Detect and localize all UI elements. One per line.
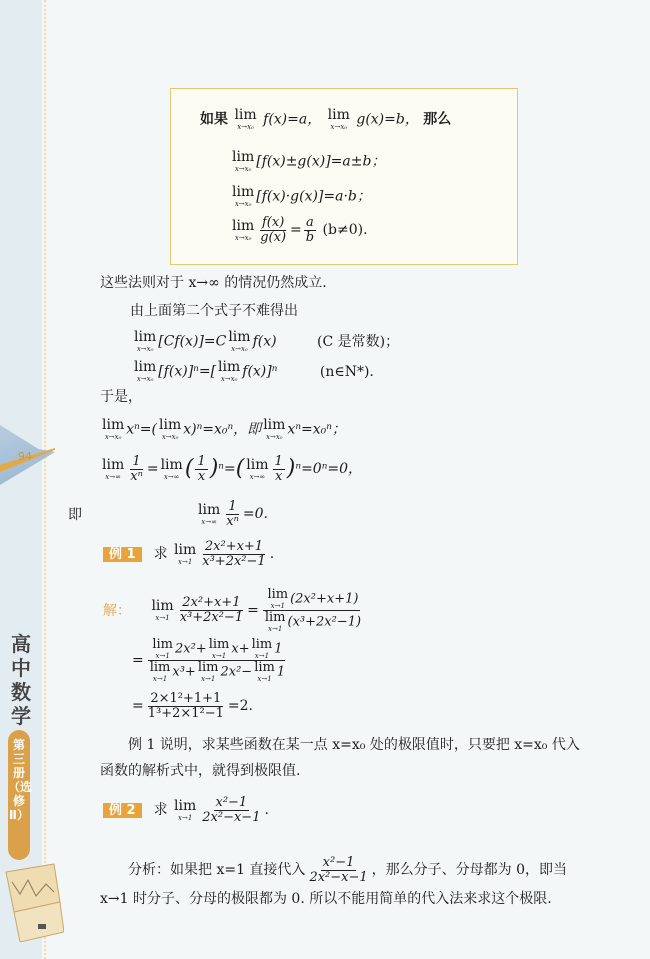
fraction bbox=[200, 796, 262, 824]
text: 1 bbox=[276, 664, 286, 680]
num: 1 bbox=[197, 454, 206, 469]
lim-word: lim bbox=[174, 541, 197, 558]
num: x²−1 bbox=[322, 855, 355, 870]
text: [Cf(x)]=C bbox=[158, 333, 227, 350]
lim-sub: x→x₀ bbox=[266, 433, 283, 441]
fraction bbox=[261, 588, 363, 633]
formula-const bbox=[132, 330, 399, 353]
formula-reciprocal bbox=[100, 455, 362, 483]
lim-word: lim bbox=[134, 359, 157, 375]
lim bbox=[218, 360, 240, 383]
text: ，那么分子、分母都为 0，即当 bbox=[371, 862, 567, 879]
text: (b≠0). bbox=[322, 222, 368, 239]
solution-line-3 bbox=[132, 692, 253, 720]
lim bbox=[159, 418, 181, 441]
example-badge: 例 1 bbox=[103, 547, 142, 562]
lim-word: lim bbox=[134, 329, 157, 345]
lim bbox=[174, 799, 196, 822]
lim-word: lim bbox=[160, 456, 183, 473]
solution-line-2 bbox=[132, 638, 289, 683]
lim-sub: x→x₀ bbox=[136, 375, 154, 383]
lim-word: lim bbox=[232, 184, 255, 200]
den: 2x²−x−1 bbox=[309, 869, 368, 885]
formula-power bbox=[132, 360, 374, 383]
analysis-line-1 bbox=[128, 856, 567, 884]
den: 2x²−x−1 bbox=[202, 809, 261, 825]
rule-product bbox=[230, 185, 371, 208]
text: . bbox=[264, 802, 269, 819]
text: xⁿ=x₀ⁿ； bbox=[287, 421, 346, 438]
text: (x³+2x²−1) bbox=[287, 614, 362, 630]
lim bbox=[267, 588, 288, 610]
lim-word: lim bbox=[234, 107, 257, 123]
laptop-illustration-icon bbox=[2, 862, 64, 942]
den: xⁿ bbox=[130, 468, 143, 484]
num bbox=[263, 588, 360, 611]
text: 分析：如果把 x=1 直接代入 bbox=[128, 862, 306, 879]
text: = bbox=[132, 652, 144, 669]
fraction bbox=[273, 455, 285, 483]
den: g(x) bbox=[260, 229, 287, 245]
lim bbox=[150, 661, 171, 683]
lim-sub: x→1 bbox=[257, 675, 272, 683]
fraction bbox=[146, 692, 226, 720]
rule-quotient bbox=[230, 216, 368, 244]
text: = bbox=[247, 602, 259, 619]
solution-line-1 bbox=[103, 588, 365, 633]
rules-intro bbox=[200, 108, 451, 131]
lim-word: lim bbox=[263, 417, 286, 433]
lim-word: lim bbox=[159, 417, 182, 433]
den: x³+2x²−1 bbox=[202, 553, 266, 569]
lim-word: lim bbox=[264, 610, 286, 625]
num: 2x²+x+1 bbox=[182, 595, 241, 611]
fraction bbox=[195, 455, 207, 483]
fraction bbox=[200, 540, 267, 568]
text: 1 bbox=[274, 641, 283, 657]
num: 1 bbox=[132, 454, 141, 469]
text: f(x)=a， bbox=[263, 111, 322, 128]
num: a bbox=[306, 215, 314, 230]
text: [f(x)]ⁿ=[ bbox=[158, 363, 217, 380]
lim-word: lim bbox=[327, 107, 350, 123]
formula-result bbox=[196, 500, 268, 528]
text: x³+ bbox=[172, 664, 196, 680]
lim-sub: x→1 bbox=[155, 652, 170, 660]
lim-word: lim bbox=[102, 456, 125, 473]
num: 1 bbox=[228, 499, 237, 514]
lim-sub: x→x₀ bbox=[234, 165, 252, 173]
lim bbox=[254, 661, 275, 683]
lim bbox=[265, 611, 286, 633]
lim-word: lim bbox=[151, 598, 174, 614]
lim-sub: x→∞ bbox=[201, 517, 217, 526]
fraction bbox=[307, 856, 369, 884]
text: ⁿ=0ⁿ=0， bbox=[295, 461, 363, 478]
lim-word: lim bbox=[228, 329, 251, 345]
paragraph: 由上面第二个式子不难得出 bbox=[130, 303, 298, 319]
lim bbox=[328, 108, 350, 131]
text: x+ bbox=[231, 641, 250, 657]
lim-sub: x→1 bbox=[178, 557, 193, 566]
num: 2×1²+1+1 bbox=[150, 691, 222, 706]
lim bbox=[263, 418, 285, 441]
den: x bbox=[274, 468, 283, 484]
den: x³+2x²−1 bbox=[179, 610, 244, 625]
text: 求 bbox=[153, 546, 168, 563]
text: = bbox=[290, 222, 302, 239]
text: = bbox=[146, 461, 159, 478]
lim-word: lim bbox=[152, 637, 173, 652]
book-title: 高中数学 bbox=[11, 632, 31, 728]
text: 那么 bbox=[423, 111, 452, 128]
solution-label: 解： bbox=[103, 602, 131, 619]
lim-sub: x→x₀ bbox=[234, 233, 252, 242]
num: 2x²+x+1 bbox=[204, 539, 264, 554]
paren: ) bbox=[209, 456, 219, 482]
example-1 bbox=[103, 540, 274, 568]
text: f(x) bbox=[252, 333, 277, 350]
example-badge: 例 2 bbox=[103, 803, 142, 818]
page-number: 94 bbox=[18, 450, 32, 463]
dotted-divider bbox=[44, 0, 46, 959]
lim-word: lim bbox=[174, 797, 197, 814]
lim bbox=[151, 599, 173, 622]
text: =2. bbox=[227, 698, 254, 715]
lim-word: lim bbox=[102, 417, 125, 433]
fraction bbox=[224, 500, 241, 528]
paren: ( bbox=[184, 456, 194, 482]
lim-sub: x→1 bbox=[152, 675, 168, 683]
lim bbox=[232, 150, 254, 173]
lim-sub: x→x₀ bbox=[220, 375, 238, 383]
text: f(x)]ⁿ bbox=[242, 363, 278, 380]
paragraph: 即 bbox=[68, 507, 82, 523]
lim-word: lim bbox=[198, 501, 221, 518]
text: 如果 bbox=[200, 111, 228, 128]
lim-word: lim bbox=[251, 637, 273, 652]
text: x)ⁿ=x₀ⁿ，即 bbox=[183, 421, 262, 438]
text: 求 bbox=[153, 802, 168, 819]
lim bbox=[232, 185, 254, 208]
lim bbox=[232, 219, 254, 242]
lim bbox=[252, 638, 273, 660]
lim-word: lim bbox=[232, 149, 255, 165]
lim bbox=[198, 503, 220, 526]
text: (2x²+x+1) bbox=[290, 591, 359, 607]
lim bbox=[134, 360, 156, 383]
lim-sub: x→∞ bbox=[249, 472, 266, 481]
text: = bbox=[132, 698, 144, 715]
lim-word: lim bbox=[267, 587, 289, 602]
paren: ) bbox=[286, 456, 296, 482]
lim-sub: x→x₀ bbox=[161, 433, 179, 441]
lim-sub: x→x₀ bbox=[136, 345, 154, 353]
text: 2x²+ bbox=[174, 641, 207, 657]
lim-sub: x→∞ bbox=[105, 472, 121, 481]
den bbox=[146, 661, 287, 683]
lim bbox=[152, 638, 173, 660]
text: [f(x)·g(x)]=a·b； bbox=[256, 188, 371, 205]
lim-sub: x→1 bbox=[201, 675, 216, 683]
text: g(x)=b， bbox=[356, 111, 419, 128]
num: x²−1 bbox=[215, 795, 248, 810]
fraction bbox=[304, 216, 316, 244]
lim-sub: x→1 bbox=[211, 652, 227, 660]
lim-word: lim bbox=[246, 456, 269, 473]
lim bbox=[228, 330, 250, 353]
lim-sub: x→x₀ bbox=[104, 433, 122, 441]
formula-xn bbox=[100, 418, 346, 441]
lim-sub: x→x₀ bbox=[231, 345, 248, 353]
paragraph: x→1 时分子、分母的极限都为 0. 所以不能用简单的代入法来求这个极限. bbox=[100, 891, 552, 907]
lim bbox=[246, 458, 268, 481]
paragraph: 于是， bbox=[100, 389, 142, 405]
lim bbox=[134, 330, 156, 353]
num: f(x) bbox=[261, 215, 285, 230]
lim-word: lim bbox=[149, 660, 171, 675]
lim-word: lim bbox=[254, 660, 275, 675]
lim-word: lim bbox=[232, 217, 255, 234]
den: 1³+2×1²−1 bbox=[147, 705, 224, 721]
lim-sub: x→x₀ bbox=[237, 123, 254, 131]
lim-sub: x→1 bbox=[268, 625, 283, 633]
lim-sub: x→x₀ bbox=[234, 200, 252, 208]
lim-word: lim bbox=[218, 359, 241, 375]
fraction bbox=[178, 596, 245, 624]
lim bbox=[209, 638, 230, 660]
lim-sub: x→1 bbox=[155, 614, 170, 622]
lim-sub: x→∞ bbox=[163, 472, 180, 481]
lim bbox=[198, 661, 219, 683]
lim-sub: x→x₀ bbox=[330, 123, 348, 131]
lim bbox=[234, 108, 256, 131]
fraction bbox=[128, 455, 145, 483]
rule-sum bbox=[230, 150, 385, 173]
lim bbox=[161, 458, 183, 481]
lim-sub: x→1 bbox=[270, 602, 285, 610]
fraction bbox=[146, 638, 287, 683]
text: ⁿ= bbox=[218, 461, 236, 478]
text: 2x²− bbox=[220, 664, 253, 680]
lim-word: lim bbox=[208, 637, 230, 652]
text: . bbox=[269, 546, 275, 563]
paragraph: 例 1 说明，求某些函数在某一点 x=x₀ 处的极限值时，只要把 x=x₀ 代入 bbox=[128, 737, 580, 753]
text: (C 是常数)； bbox=[317, 333, 400, 350]
paragraph: 函数的解析式中，就得到极限值. bbox=[100, 763, 301, 779]
text: [f(x)±g(x)]=a±b； bbox=[256, 153, 386, 170]
lim-sub: x→1 bbox=[254, 652, 270, 660]
example-2 bbox=[103, 796, 269, 824]
paragraph: 这些法则对于 x→∞ 的情况仍然成立. bbox=[100, 275, 327, 291]
den bbox=[261, 611, 363, 633]
lim bbox=[102, 458, 124, 481]
text: (n∈N*). bbox=[319, 363, 374, 380]
lim-word: lim bbox=[197, 660, 219, 675]
lim bbox=[174, 543, 196, 566]
fraction bbox=[258, 216, 288, 244]
num bbox=[148, 638, 284, 661]
volume-badge: 第三册（选修Ⅱ） bbox=[8, 730, 30, 860]
den: x bbox=[197, 468, 206, 484]
den: b bbox=[305, 229, 315, 245]
text: =0. bbox=[242, 506, 268, 523]
text: xⁿ=( bbox=[126, 421, 157, 438]
lim-sub: x→1 bbox=[178, 813, 193, 822]
den: xⁿ bbox=[226, 513, 239, 529]
lim bbox=[102, 418, 124, 441]
paren: ( bbox=[235, 456, 245, 482]
num: 1 bbox=[274, 454, 283, 469]
